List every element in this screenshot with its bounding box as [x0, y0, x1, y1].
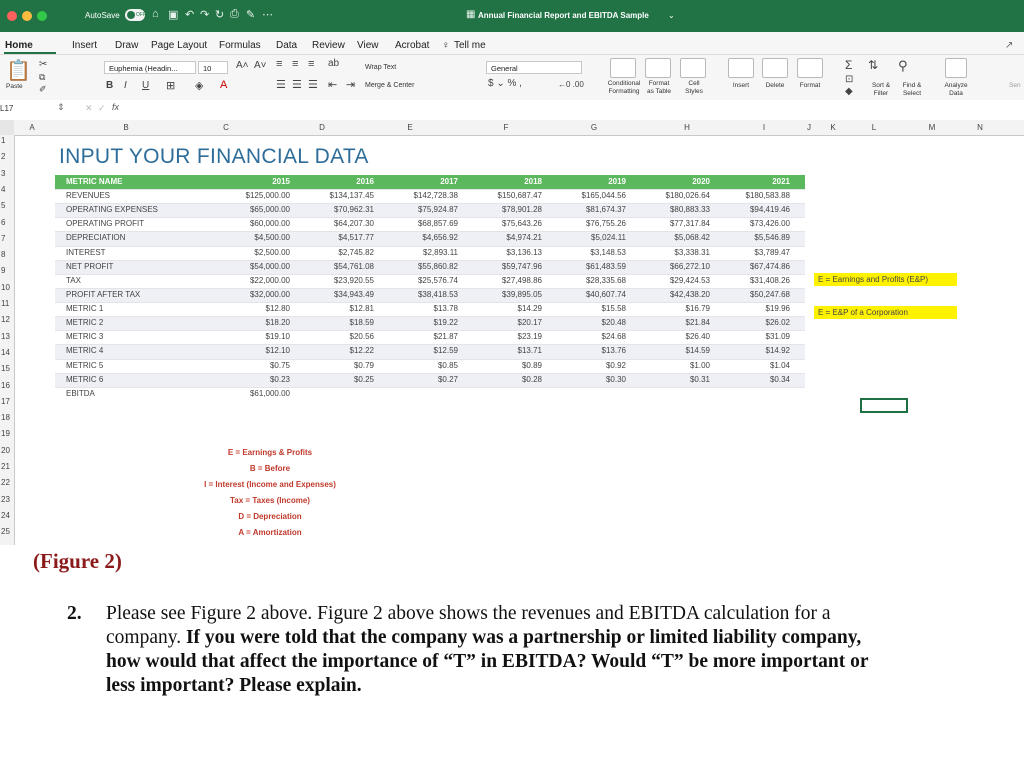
column-header[interactable]: L — [871, 123, 877, 132]
value-cell[interactable]: $4,500.00 — [254, 233, 290, 243]
value-cell[interactable]: $20.48 — [601, 318, 626, 328]
value-cell[interactable]: $13.76 — [601, 346, 626, 356]
formula-bar — [0, 100, 1024, 121]
question-text: Please see Figure 2 above. Figure 2 above shows the revenues and EBITDA calculation for a company. — [106, 603, 831, 648]
value-cell[interactable]: $38,418.53 — [417, 289, 458, 299]
excel-file-icon: ▦ — [466, 9, 476, 20]
metric-name-cell[interactable]: DEPRECIATION — [66, 233, 126, 243]
merge-center-button[interactable]: Merge & Center — [365, 82, 415, 89]
tab-formulas[interactable]: Formulas — [219, 40, 261, 51]
value-cell[interactable]: $5,546.89 — [754, 233, 790, 243]
column-header[interactable]: E — [407, 123, 413, 132]
more-icon[interactable]: ⋯ — [262, 9, 273, 21]
note-earnings-profits: E = Earnings and Profits (E&P) — [814, 273, 957, 286]
value-cell[interactable]: $12.59 — [433, 346, 458, 356]
format-cells-icon[interactable] — [797, 58, 823, 78]
header-cell: 2016 — [356, 177, 374, 186]
row-header[interactable]: 13 — [1, 331, 10, 341]
align-left-icon[interactable]: ☰ — [276, 79, 286, 91]
redo-icon[interactable]: ↷ — [200, 9, 210, 21]
undo-icon[interactable]: ↶ — [185, 9, 195, 21]
value-cell[interactable]: $32,000.00 — [249, 289, 290, 299]
tab-view[interactable]: View — [357, 40, 379, 51]
value-cell[interactable]: $3,789.47 — [754, 247, 790, 257]
value-cell[interactable]: $59,747.96 — [501, 261, 542, 271]
note-ep-corporation: E = E&P of a Corporation — [814, 306, 957, 319]
value-cell[interactable]: $24.68 — [601, 332, 626, 342]
value-cell[interactable]: $165,044.56 — [581, 191, 626, 201]
value-cell[interactable]: $125,000.00 — [245, 191, 290, 201]
tab-page-layout[interactable]: Page Layout — [151, 40, 208, 51]
sort-filter-label: Sort & Filter — [871, 82, 891, 97]
value-cell[interactable]: $77,317.84 — [669, 219, 710, 229]
value-cell[interactable]: $75,924.87 — [417, 205, 458, 215]
value-cell[interactable]: $14.29 — [517, 304, 542, 314]
value-cell[interactable]: $3,136.13 — [506, 247, 542, 257]
legend-a: A = Amortization — [238, 528, 302, 537]
value-cell[interactable]: $60,000.00 — [249, 219, 290, 229]
decrease-font-icon[interactable]: A˅ — [254, 60, 267, 71]
column-header[interactable]: B — [123, 123, 129, 132]
value-cell[interactable]: $22,000.00 — [249, 275, 290, 285]
metric-name-cell[interactable]: NET PROFIT — [66, 261, 114, 271]
row-header[interactable]: 21 — [1, 462, 10, 471]
metric-name-cell[interactable]: PROFIT AFTER TAX — [66, 289, 141, 299]
value-cell[interactable]: $0.34 — [769, 374, 790, 384]
value-cell[interactable]: $75,643.26 — [501, 219, 542, 229]
zoom-window-button[interactable] — [37, 11, 47, 21]
value-cell[interactable]: $31,408.26 — [749, 275, 790, 285]
borders-icon[interactable]: ⊞ — [166, 80, 176, 92]
insert-cells-icon[interactable] — [728, 58, 754, 78]
indent-icon[interactable]: ⇤ — [328, 79, 338, 91]
row-header[interactable]: 22 — [1, 478, 10, 488]
value-cell[interactable]: $18.59 — [349, 318, 374, 328]
metric-name-cell[interactable]: INTEREST — [66, 247, 106, 257]
value-cell[interactable]: $2,500.00 — [254, 247, 290, 257]
value-cell[interactable]: $55,860.82 — [417, 261, 458, 271]
analyze-data-icon[interactable] — [945, 58, 967, 78]
metric-name-cell[interactable]: METRIC 3 — [66, 332, 104, 342]
metric-name-cell[interactable]: METRIC 6 — [66, 374, 104, 384]
value-cell[interactable]: $19.22 — [433, 318, 458, 328]
column-header[interactable]: N — [977, 123, 983, 132]
value-cell[interactable]: $29,424.53 — [669, 275, 710, 285]
value-cell[interactable]: $12.81 — [349, 304, 374, 314]
header-cell: 2018 — [524, 177, 542, 186]
legend-tax: Tax = Taxes (Income) — [230, 496, 310, 505]
value-cell[interactable]: $20.17 — [517, 318, 542, 328]
column-header[interactable]: G — [590, 123, 598, 132]
legend-i: I = Interest (Income and Expenses) — [204, 480, 336, 489]
autosave-label: AutoSave — [85, 11, 120, 20]
sort-filter-icon[interactable]: ⇅ — [868, 58, 879, 72]
font-size-select[interactable]: 10 — [198, 61, 228, 74]
tell-me-search[interactable]: Tell me — [454, 40, 486, 51]
column-header[interactable]: F — [503, 123, 509, 132]
question-number: 2. — [67, 603, 82, 624]
value-cell[interactable]: $26.02 — [765, 318, 790, 328]
column-header[interactable]: K — [830, 123, 836, 132]
row-header[interactable]: 17 — [1, 396, 10, 406]
value-cell[interactable]: $65,000.00 — [249, 205, 290, 215]
value-cell[interactable]: $180,583.88 — [745, 191, 790, 201]
fill-icon[interactable]: ⊡ — [845, 74, 854, 85]
value-cell[interactable]: $34,943.49 — [333, 289, 374, 299]
lightbulb-icon: ♀ — [442, 40, 450, 51]
value-cell[interactable]: $15.58 — [601, 304, 626, 314]
value-cell[interactable]: $4,656.92 — [422, 233, 458, 243]
conditional-formatting-icon[interactable] — [610, 58, 636, 78]
header-cell: METRIC NAME — [66, 177, 123, 186]
analyze-data-label: Analyze Data — [944, 82, 968, 97]
row-header[interactable]: 10 — [1, 282, 10, 292]
value-cell[interactable]: $19.10 — [265, 332, 290, 342]
question-2 — [67, 602, 897, 698]
delete-cells-icon[interactable] — [762, 58, 788, 78]
row-header[interactable]: 16 — [1, 380, 10, 390]
value-cell[interactable]: $54,000.00 — [249, 261, 290, 271]
header-cell: 2021 — [772, 177, 790, 186]
conditional-formatting-label: Conditional Formatting — [607, 80, 641, 95]
bold-icon[interactable]: B — [106, 80, 114, 91]
metric-name-cell[interactable]: TAX — [66, 275, 81, 285]
select-all-corner[interactable] — [0, 120, 14, 135]
value-cell[interactable]: $39,895.05 — [501, 289, 542, 299]
value-cell[interactable]: $18.20 — [265, 318, 290, 328]
question-bold-text: If you were told that the company was a partnership or limited liability company, how would that affect the importance of “T” in EBITDA? Would “T” be more important or less important? Please explain. — [106, 627, 869, 696]
active-tab-indicator — [4, 52, 56, 54]
value-cell[interactable]: $0.79 — [353, 360, 374, 370]
value-cell[interactable]: $28,335.68 — [585, 275, 626, 285]
value-cell[interactable]: $67,474.86 — [749, 261, 790, 271]
row-header[interactable]: 18 — [1, 413, 10, 423]
value-cell[interactable]: $23.19 — [517, 332, 542, 342]
metric-name-cell[interactable]: EBITDA — [66, 388, 95, 398]
currency-icon[interactable]: $ ⌄ % , — [488, 78, 522, 89]
value-cell[interactable]: $42,438.20 — [669, 289, 710, 299]
comment-icon[interactable]: ✎ — [246, 9, 256, 21]
value-cell[interactable]: $5,024.11 — [591, 233, 626, 243]
value-cell[interactable]: $64,207.30 — [333, 219, 374, 229]
font-color-icon[interactable]: A — [220, 79, 228, 91]
value-cell[interactable]: $68,857.69 — [417, 219, 458, 229]
value-cell[interactable]: $3,148.53 — [590, 247, 626, 257]
function-icon[interactable]: fx — [112, 102, 120, 112]
tab-insert[interactable]: Insert — [72, 40, 98, 51]
row-header[interactable]: 23 — [1, 494, 10, 504]
value-cell[interactable]: $54,761.08 — [333, 261, 374, 271]
legend-b: B = Before — [249, 464, 291, 473]
value-cell[interactable]: $40,607.74 — [585, 289, 626, 299]
cancel-entry-icon[interactable]: ✕ — [85, 103, 93, 113]
value-cell[interactable]: $61,483.59 — [585, 261, 626, 271]
value-cell[interactable]: $76,755.26 — [585, 219, 626, 229]
row-header[interactable]: 24 — [1, 510, 10, 520]
share-icon[interactable]: ↗ — [1005, 40, 1014, 51]
paste-icon[interactable]: 📋 — [6, 60, 31, 82]
value-cell[interactable]: $12.10 — [265, 346, 290, 356]
value-cell[interactable]: $13.78 — [433, 304, 458, 314]
row-header[interactable]: 19 — [1, 429, 10, 439]
insert-label: Insert — [732, 82, 750, 89]
metric-name-cell[interactable]: OPERATING EXPENSES — [66, 205, 158, 215]
clear-icon[interactable]: ◆ — [845, 86, 853, 97]
row-header[interactable]: 25 — [1, 527, 10, 537]
value-cell[interactable]: $0.75 — [269, 360, 290, 370]
tab-acrobat[interactable]: Acrobat — [395, 40, 430, 51]
increase-font-icon[interactable]: A˄ — [236, 60, 249, 71]
column-header[interactable]: C — [223, 123, 229, 132]
value-cell[interactable]: $78,901.28 — [501, 205, 542, 215]
value-cell[interactable]: $2,893.11 — [423, 247, 458, 257]
delete-label: Delete — [765, 82, 785, 89]
fill-color-icon[interactable]: ◈ — [195, 80, 204, 92]
column-header[interactable]: A — [29, 123, 35, 132]
value-cell[interactable]: $134,137.45 — [329, 191, 374, 201]
header-cell: 2017 — [440, 177, 458, 186]
home-icon[interactable]: ⌂ — [152, 8, 159, 20]
value-cell[interactable]: $21.84 — [685, 318, 710, 328]
value-cell[interactable]: $0.25 — [353, 374, 374, 384]
format-as-table-icon[interactable] — [645, 58, 671, 78]
value-cell[interactable]: $16.79 — [685, 304, 710, 314]
value-cell[interactable]: $27,498.86 — [501, 275, 542, 285]
tab-review[interactable]: Review — [312, 40, 345, 51]
value-cell[interactable]: $0.23 — [269, 374, 290, 384]
metric-name-cell[interactable]: METRIC 2 — [66, 318, 104, 328]
metric-name-cell[interactable]: METRIC 1 — [66, 304, 104, 314]
save-icon[interactable]: ▣ — [168, 9, 179, 21]
column-header[interactable]: D — [319, 123, 325, 132]
value-cell[interactable]: $4,974.21 — [506, 233, 542, 243]
align-bottom-icon[interactable]: ≡ — [308, 58, 315, 70]
value-cell[interactable]: $81,674.37 — [585, 205, 626, 215]
column-header[interactable]: H — [684, 123, 690, 132]
row-header[interactable]: 14 — [1, 347, 10, 357]
value-cell[interactable]: $31.09 — [765, 332, 790, 342]
outdent-icon[interactable]: ⇥ — [346, 79, 356, 91]
tab-draw[interactable]: Draw — [115, 40, 139, 51]
value-cell[interactable]: $14.59 — [685, 346, 710, 356]
sensitivity-label[interactable]: Sen — [1009, 82, 1021, 89]
value-cell[interactable]: $0.85 — [437, 360, 458, 370]
value-cell[interactable]: $19.96 — [765, 304, 790, 314]
tab-data[interactable]: Data — [276, 40, 298, 51]
close-window-button[interactable] — [7, 11, 17, 21]
metric-name-cell[interactable]: OPERATING PROFIT — [66, 219, 145, 229]
value-cell[interactable]: $0.31 — [689, 374, 710, 384]
header-cell: 2020 — [692, 177, 710, 186]
legend-e: E = Earnings & Profits — [227, 448, 313, 457]
value-cell[interactable]: $0.92 — [605, 360, 626, 370]
paste-label: Paste — [6, 83, 23, 90]
align-top-icon[interactable]: ≡ — [276, 58, 283, 70]
value-cell[interactable]: $180,026.64 — [665, 191, 710, 201]
column-header[interactable]: I — [762, 123, 766, 132]
value-cell[interactable]: $1.00 — [689, 360, 710, 370]
value-cell[interactable]: $80,883.33 — [669, 205, 710, 215]
row-header[interactable]: 20 — [1, 445, 10, 455]
value-cell[interactable]: $12.80 — [265, 304, 290, 314]
value-cell[interactable]: $94,419.46 — [749, 205, 790, 215]
value-cell[interactable]: $61,000.00 — [249, 388, 290, 398]
value-cell[interactable]: $4,517.77 — [338, 233, 374, 243]
print-icon[interactable]: ⎙ — [230, 8, 239, 20]
row-header[interactable]: 6 — [1, 217, 6, 227]
row-header[interactable]: 15 — [1, 364, 10, 374]
table-row — [55, 387, 805, 402]
value-cell[interactable]: $0.28 — [521, 374, 542, 384]
cut-icon[interactable]: ✂ — [39, 59, 48, 70]
column-header[interactable]: J — [807, 123, 811, 132]
minimize-window-button[interactable] — [22, 11, 32, 21]
repeat-icon[interactable]: ↻ — [215, 9, 225, 21]
row-header[interactable]: 3 — [1, 168, 6, 178]
metric-name-cell[interactable]: REVENUES — [66, 191, 111, 201]
header-cell: 2019 — [608, 177, 626, 186]
italic-icon[interactable]: I — [124, 80, 127, 91]
autosum-icon[interactable]: Σ — [845, 58, 853, 72]
font-name-select[interactable]: Euphemia (Headin... — [104, 61, 196, 74]
cell-styles-icon[interactable] — [680, 58, 706, 78]
value-cell[interactable]: $12.22 — [349, 346, 374, 356]
value-cell[interactable]: $5,068.42 — [674, 233, 710, 243]
confirm-entry-icon[interactable]: ✓ — [98, 103, 106, 113]
align-right-icon[interactable]: ☰ — [308, 79, 318, 91]
value-cell[interactable]: $25,576.74 — [417, 275, 458, 285]
row-header[interactable]: 7 — [1, 233, 6, 243]
value-cell[interactable]: $20.56 — [349, 332, 374, 342]
value-cell[interactable]: $1.04 — [769, 360, 790, 370]
wrap-text-button[interactable]: Wrap Text — [365, 64, 397, 71]
value-cell[interactable]: $0.27 — [437, 374, 458, 384]
orientation-icon[interactable]: ab — [328, 58, 340, 69]
decimal-icon[interactable]: ←0 .00 — [558, 80, 584, 89]
underline-icon[interactable]: U — [142, 80, 150, 91]
header-cell: 2015 — [272, 177, 290, 186]
format-painter-icon[interactable]: ✐ — [39, 84, 47, 94]
value-cell[interactable]: $73,426.00 — [749, 219, 790, 229]
title-chevron-icon[interactable]: ⌄ — [668, 11, 675, 20]
tab-home[interactable]: Home — [5, 40, 33, 51]
row-header[interactable]: 9 — [1, 266, 6, 276]
format-as-table-label: Format as Table — [646, 80, 672, 95]
value-cell[interactable]: $50,247.68 — [749, 289, 790, 299]
value-cell[interactable]: $26.40 — [685, 332, 710, 342]
name-box-stepper-icon[interactable]: ⇕ — [57, 102, 65, 112]
autosave-toggle[interactable]: OFF — [125, 9, 145, 21]
align-middle-icon[interactable]: ≡ — [292, 58, 299, 70]
sheet-heading: INPUT YOUR FINANCIAL DATA — [59, 145, 369, 168]
value-cell[interactable]: $150,687.47 — [497, 191, 542, 201]
value-cell[interactable]: $70,962.31 — [333, 205, 374, 215]
copy-icon[interactable]: ⧉ — [39, 72, 46, 82]
selected-cell-L17[interactable] — [860, 398, 908, 413]
row-header[interactable]: 5 — [1, 201, 6, 211]
column-header[interactable]: M — [928, 123, 936, 132]
align-center-icon[interactable]: ☰ — [292, 79, 302, 91]
metric-name-cell[interactable]: METRIC 5 — [66, 360, 104, 370]
row-header[interactable]: 4 — [1, 184, 6, 194]
format-label: Format — [799, 82, 821, 89]
figure-caption: (Figure 2) — [33, 549, 122, 573]
name-box[interactable]: L17 — [0, 104, 14, 113]
value-cell[interactable]: $0.89 — [521, 360, 542, 370]
value-cell[interactable]: $0.30 — [605, 374, 626, 384]
value-cell[interactable]: $2,745.82 — [338, 247, 374, 257]
row-header[interactable]: 12 — [1, 315, 10, 325]
window-title: Annual Financial Report and EBITDA Sample — [478, 11, 649, 20]
cell-styles-label: Cell Styles — [685, 80, 703, 95]
value-cell[interactable]: $3,338.31 — [674, 247, 710, 257]
find-select-icon[interactable]: ⚲ — [898, 58, 908, 73]
row-header[interactable]: 11 — [1, 299, 10, 308]
value-cell[interactable]: $13.71 — [517, 346, 542, 356]
row-header[interactable]: 2 — [1, 152, 6, 162]
row-header[interactable]: 8 — [1, 250, 6, 260]
value-cell[interactable]: $142,728.38 — [413, 191, 458, 201]
value-cell[interactable]: $14.92 — [765, 346, 790, 356]
row-header[interactable]: 1 — [1, 136, 6, 145]
value-cell[interactable]: $21.87 — [433, 332, 458, 342]
legend-d: D = Depreciation — [238, 512, 302, 521]
find-select-label: Find & Select — [902, 82, 922, 97]
value-cell[interactable]: $23,920.55 — [333, 275, 374, 285]
value-cell[interactable]: $66,272.10 — [669, 261, 710, 271]
number-format-select[interactable]: General — [486, 61, 582, 74]
metric-name-cell[interactable]: METRIC 4 — [66, 346, 104, 356]
